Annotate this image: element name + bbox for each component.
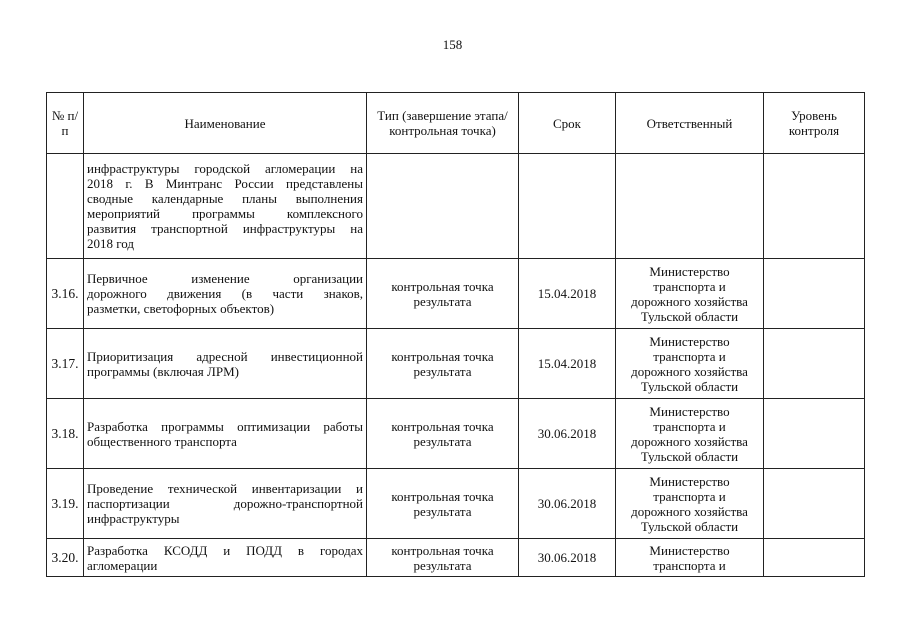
header-date: Срок (519, 93, 616, 154)
row-number: 3.18. (47, 399, 84, 469)
cell-line: дорожного хозяйства (631, 433, 748, 449)
row-responsible (616, 259, 764, 329)
row-type (367, 539, 519, 577)
cell-line: Тульской области (640, 448, 739, 464)
row-type (367, 154, 519, 259)
cell-line: разметки, светофорных объектов) (87, 301, 275, 316)
cell-line: контрольная точка (391, 348, 494, 364)
cell-line: 2018 г. В Минтранс России представлены (87, 176, 363, 191)
row-level (764, 539, 865, 577)
row-type (367, 259, 519, 329)
row-type (367, 329, 519, 399)
cell-line: дорожного хозяйства (631, 503, 748, 519)
cell-line: контрольная точка (391, 542, 494, 558)
header-name: Наименование (84, 93, 367, 154)
cell-line: 2018 год (87, 236, 134, 251)
cell-line: сводные календарные планы выполнения (87, 191, 363, 206)
row-name (84, 399, 367, 469)
row-date: 15.04.2018 (519, 329, 616, 399)
row-level (764, 399, 865, 469)
cell-line: дорожного хозяйства (631, 293, 748, 309)
cell-line: инфраструктуры городской агломерации на (87, 161, 363, 176)
row-name (84, 154, 367, 259)
cell-line: Министерство (649, 263, 730, 279)
table-row (47, 329, 865, 399)
row-level (764, 329, 865, 399)
row-responsible (616, 329, 764, 399)
cell-line: транспорта и (653, 488, 726, 504)
cell-line: транспорта и (653, 418, 726, 434)
row-number: 3.19. (47, 469, 84, 539)
cell-line: Тульской области (640, 518, 739, 534)
table-row (47, 154, 865, 259)
plan-table (46, 92, 865, 577)
row-date: 30.06.2018 (519, 399, 616, 469)
row-name (84, 259, 367, 329)
row-type (367, 469, 519, 539)
cell-line: Министерство (649, 333, 730, 349)
cell-line: Проведение технической инвентаризации и (87, 481, 363, 496)
header-num: № п/п (47, 93, 84, 154)
cell-line: контрольная точка (391, 418, 494, 434)
cell-line: паспортизации дорожно-транспортной (87, 496, 363, 511)
cell-line: Тульской области (640, 308, 739, 324)
cell-line: дорожного движения (в части знаков, (87, 286, 363, 301)
cell-line: Министерство (649, 403, 730, 419)
row-name (84, 539, 367, 577)
table-row (47, 469, 865, 539)
cell-line: контрольная точка (391, 488, 494, 504)
row-responsible (616, 469, 764, 539)
header-type: Тип (завершение этапа/контрольная точка) (367, 93, 519, 154)
row-date (519, 154, 616, 259)
cell-line: результата (413, 503, 472, 519)
cell-line: Разработка программы оптимизации работы (87, 418, 363, 434)
row-level (764, 154, 865, 259)
cell-line: развития транспортной инфраструктуры на (87, 221, 363, 236)
cell-line: Тульской области (640, 378, 739, 394)
cell-line: контрольная точка (391, 278, 494, 294)
cell-line: Министерство (649, 542, 730, 558)
table-row (47, 259, 865, 329)
row-name (84, 469, 367, 539)
table-row (47, 399, 865, 469)
cell-line: программы (включая ЛРМ) (87, 363, 239, 379)
table-row (47, 539, 865, 577)
row-number: 3.16. (47, 259, 84, 329)
row-number: 3.20. (47, 539, 84, 577)
row-responsible (616, 154, 764, 259)
cell-line: транспорта и (653, 557, 726, 573)
cell-line: результата (413, 557, 472, 573)
table-header-row (47, 93, 865, 154)
cell-line: мероприятий программы комплексного (87, 206, 363, 221)
cell-line: Первичное изменение организации (87, 271, 363, 286)
cell-line: Приоритизация адресной инвестиционной (87, 348, 363, 364)
cell-line: Разработка КСОДД и ПОДД в городах (87, 542, 363, 558)
row-type (367, 399, 519, 469)
header-level: Уровень контроля (764, 93, 865, 154)
cell-line: инфраструктуры (87, 511, 180, 526)
cell-line: результата (413, 363, 472, 379)
cell-line: результата (413, 293, 472, 309)
row-responsible (616, 399, 764, 469)
cell-line: общественного транспорта (87, 433, 237, 449)
row-date: 30.06.2018 (519, 539, 616, 577)
row-level (764, 259, 865, 329)
row-name (84, 329, 367, 399)
row-date: 30.06.2018 (519, 469, 616, 539)
cell-line: результата (413, 433, 472, 449)
row-level (764, 469, 865, 539)
row-date: 15.04.2018 (519, 259, 616, 329)
cell-line: Министерство (649, 473, 730, 489)
row-number: 3.17. (47, 329, 84, 399)
cell-line: дорожного хозяйства (631, 363, 748, 379)
cell-line: транспорта и (653, 278, 726, 294)
cell-line: транспорта и (653, 348, 726, 364)
page-number: 158 (442, 37, 463, 52)
cell-line: агломерации (87, 557, 158, 573)
header-responsible: Ответственный (616, 93, 764, 154)
row-number (47, 154, 84, 259)
row-responsible (616, 539, 764, 577)
